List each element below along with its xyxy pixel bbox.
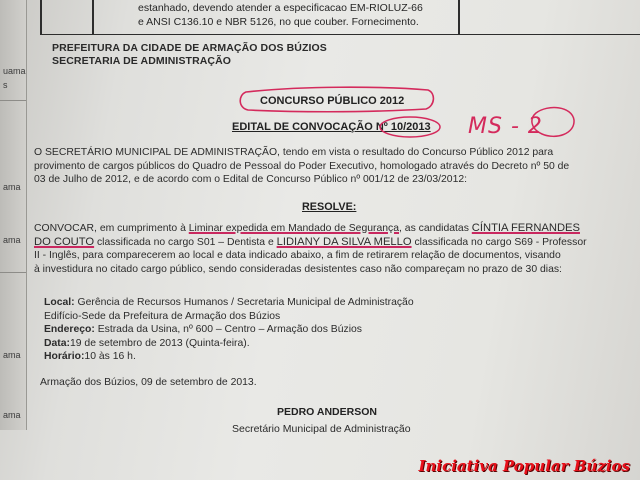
- adjacent-sheet-edge: [0, 0, 27, 430]
- header-prefeitura: PREFEITURA DA CIDADE DE ARMAÇÃO DOS BÚZIOS: [52, 42, 327, 54]
- intro-line: O SECRETÁRIO MUNICIPAL DE ADMINISTRAÇÃO, tendo em vista o resultado do Concurso Público 2012 para: [34, 147, 554, 158]
- fragment-text: s: [3, 80, 8, 90]
- highlight-candidate-1b: DO COUTO: [34, 235, 95, 248]
- body-line: II - Inglês, para comparecerem ao local e data indicado abaixo, a fim de retirarem relação de documentos, visando: [34, 250, 561, 262]
- detail-endereco: Endereço: Estrada da Usina, nº 600 – Centro – Armação dos Búzios: [44, 324, 362, 336]
- body-line: à investidura no citado cargo público, sendo consideradas desistentes caso não compareçam no prazo de 30 dias:: [34, 263, 562, 275]
- fragment-text: uama: [3, 66, 26, 76]
- intro-line: 03 de Julho de 2012, e de acordo com o Edital de Concurso Público nº 001/12 de 23/03/2012:: [34, 174, 468, 186]
- fragment-text: ama: [3, 182, 21, 192]
- previous-table-fragment: [40, 0, 640, 35]
- table-fragment-line: e ANSI C136.10 e NBR 5126, no que couber. Fornecimento.: [138, 16, 419, 28]
- body-paragraph: [34, 222, 587, 276]
- body-line: DO COUTO classificada no cargo S01 – Dentista e LIDIANY DA SILVA MELLO classificada no cargo S69 - Professor: [34, 235, 587, 248]
- details-block: [44, 296, 414, 364]
- table-fragment-line: estanhado, devendo atender a especificacao EM-RIOLUZ-66: [138, 2, 423, 14]
- detail-local: Local: Gerência de Recursos Humanos / Secretaria Municipal de Administração: [44, 297, 414, 308]
- fragment-text: ama: [3, 350, 21, 360]
- fragment-text: ama: [3, 410, 21, 420]
- intro-paragraph: [34, 146, 569, 187]
- place-date: Armação dos Búzios, 09 de setembro de 2013.: [40, 377, 257, 388]
- intro-line: provimento de cargos públicos do Quadro de Pessoal do Poder Executivo, homologado através do Decreto nº 50 de: [34, 160, 570, 172]
- signatory-role: Secretário Municipal de Administração: [232, 423, 411, 435]
- fragment-text: ama: [3, 235, 21, 245]
- highlight-liminar: Liminar expedida em Mandado de Segurança: [188, 223, 400, 234]
- header-secretaria: SECRETARIA DE ADMINISTRAÇÃO: [52, 55, 232, 67]
- highlight-candidate-1: CÍNTIA FERNANDES: [471, 222, 580, 234]
- ms-number-circle-annotation: [532, 108, 574, 137]
- page-title: CONCURSO PÚBLICO 2012: [260, 95, 405, 107]
- watermark-text: Iniciativa Popular Búzios: [418, 457, 630, 475]
- body-line: CONVOCAR, em cumprimento à Liminar expedida em Mandado de Segurança, as candidatas CÍNTIA FERNANDES: [34, 222, 580, 234]
- detail-local-2: Edifício-Sede da Prefeitura de Armação dos Búzios: [44, 310, 281, 322]
- detail-data: Data:19 de setembro de 2013 (Quinta-feira).: [44, 337, 250, 349]
- resolve-heading: RESOLVE:: [302, 201, 357, 213]
- edital-heading: EDITAL DE CONVOCAÇÃO Nº 10/2013: [232, 121, 431, 133]
- detail-horario: Horário:10 às 16 h.: [44, 351, 136, 363]
- highlight-candidate-2: LIDIANY DA SILVA MELLO: [276, 235, 412, 248]
- signatory-name: PEDRO ANDERSON: [277, 406, 377, 418]
- handwritten-ms-note: MS - 2: [468, 114, 543, 139]
